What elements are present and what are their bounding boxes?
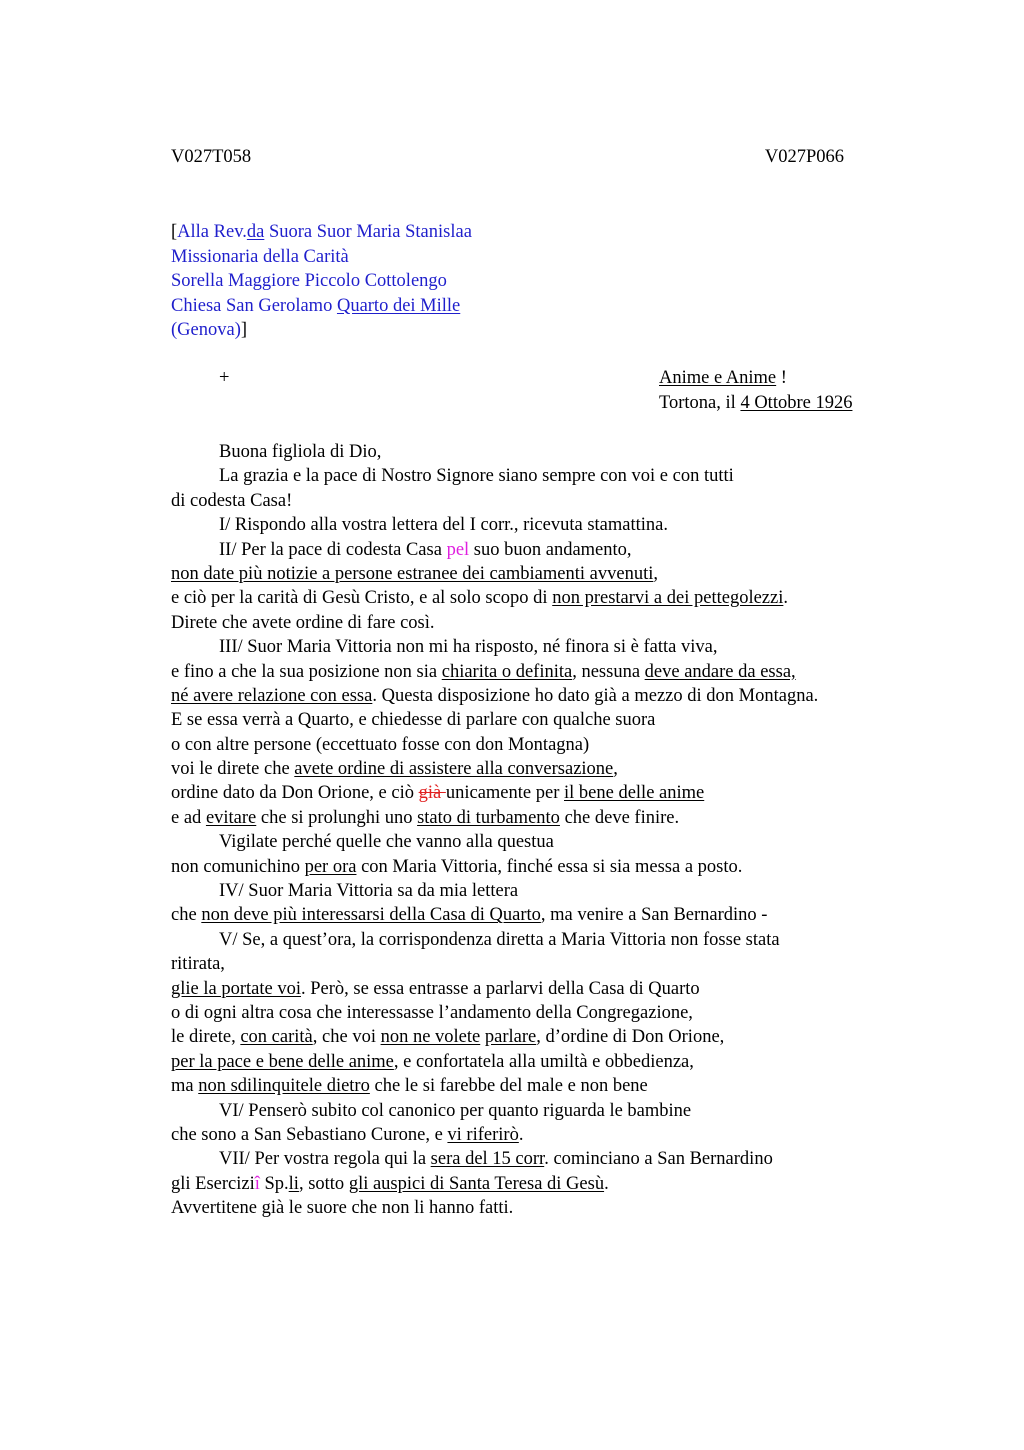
underlined-text: per ora [304, 856, 357, 877]
text-run: . Questa disposizione ho dato già a mezzo di don Montagna. [372, 685, 819, 706]
body-line: o di ogni altra cosa che interessasse l’andamento della Congregazione, [171, 1002, 693, 1023]
body-line [171, 781, 911, 805]
body-line [171, 977, 911, 1001]
text-run: , nessuna [572, 661, 645, 682]
letter-date: 4 Ottobre 1926 [740, 392, 853, 413]
text-run: ma [171, 1076, 199, 1097]
text-run: e ciò per la carità di Gesù Cristo, e al solo scopo di [171, 588, 553, 609]
address-line-1a: Alla Rev. [177, 222, 247, 242]
body-line [171, 660, 911, 684]
body-line [171, 1025, 911, 1049]
body-line: La grazia e la pace di Nostro Signore siano sempre con voi e con tutti [219, 466, 734, 487]
text-run: che le si farebbe del male e non bene [369, 1076, 648, 1097]
body-line: III/ Suor Maria Vittoria non mi ha risposto, né finora si è fatta viva, [219, 637, 718, 658]
body-line [171, 757, 911, 781]
text-run: , d’ordine di Don Orione, [536, 1027, 725, 1048]
text-run: le direte, [171, 1027, 241, 1048]
address-line-3: Sorella Maggiore Piccolo Cottolengo [171, 271, 447, 291]
underlined-text: evitare [205, 807, 257, 828]
body-line [171, 586, 911, 610]
text-run: che deve finire. [559, 807, 680, 828]
inserted-word: pel [446, 539, 470, 560]
bracket-open: [ [171, 222, 178, 242]
body-line: di codesta Casa! [171, 490, 293, 511]
underlined-text: con carità [240, 1027, 313, 1048]
text-run: non comunichino [171, 856, 305, 877]
body-line [171, 562, 911, 586]
text-run: unicamente per [445, 783, 564, 804]
text-run: che sono a San Sebastiano Curone, e [171, 1124, 448, 1145]
text-run: e fino a che la sua posizione non sia [171, 661, 442, 682]
address-block [171, 220, 472, 343]
text-run: gli Esercizi [171, 1173, 255, 1194]
text-run: . [604, 1173, 609, 1194]
text-run: VII/ Per vostra regola qui la [219, 1149, 431, 1170]
text-run: che [171, 905, 202, 926]
text-run: , e confortatela alla umiltà e obbedienza, [393, 1051, 694, 1072]
text-run: , sotto [298, 1173, 349, 1194]
body-line: ritirata, [171, 954, 225, 975]
text-run: che si prolunghi uno [256, 807, 418, 828]
body-line [171, 806, 911, 830]
underlined-text: deve andare da essa, [644, 661, 796, 682]
underlined-text: chiarita o definita [441, 661, 573, 682]
underlined-text: non deve più interessarsi della Casa di Quarto [201, 905, 541, 926]
inserted-mark: î [254, 1173, 260, 1194]
text-run: , [613, 759, 618, 780]
bracket-close: ] [240, 320, 248, 340]
underlined-text: non sdilinquitele dietro [198, 1076, 370, 1097]
text-run: voi le direte che [171, 759, 295, 780]
underlined-text: non date più notizie a persone estranee dei cambiamenti avvenuti [171, 563, 654, 584]
code-right: V027P066 [764, 147, 844, 167]
underlined-text: avete ordine di assistere alla conversazione [294, 759, 614, 780]
text-run: , che voi [312, 1027, 381, 1048]
text-run: suo buon andamento, [469, 539, 632, 560]
letter-body [171, 440, 911, 1221]
underlined-text: stato di turbamento [417, 807, 560, 828]
body-line [171, 1074, 911, 1098]
text-run: con Maria Vittoria, finché essa si sia messa a posto. [356, 856, 743, 877]
underlined-text: vi riferirò [447, 1124, 519, 1145]
document-codes [171, 147, 844, 168]
underlined-text: né avere relazione con essa [171, 685, 373, 706]
text-run: , [653, 563, 658, 584]
address-line-1c: Suora Suor Maria Stanislaa [264, 222, 472, 242]
underlined-text: parlare [484, 1027, 537, 1048]
address-line-2: Missionaria della Carità [171, 246, 349, 267]
text-run: e ad [171, 807, 206, 828]
body-line: IV/ Suor Maria Vittoria sa da mia lettera [219, 881, 519, 902]
text-run: . [518, 1124, 524, 1145]
body-line: Direte che avete ordine di fare così. [171, 612, 435, 633]
address-line-1b: da [246, 222, 265, 242]
text-run: ordine dato da Don Orione, e ciò [171, 783, 419, 804]
body-line [171, 1147, 911, 1171]
address-line-4b: Quarto dei Mille [336, 295, 461, 316]
body-line: Vigilate perché quelle che vanno alla questua [219, 832, 554, 853]
address-line-5: (Genova) [171, 320, 241, 340]
underlined-text: non ne volete [380, 1027, 481, 1048]
body-line: I/ Rispondo alla vostra lettera del I corr., ricevuta stamattina. [219, 515, 668, 536]
body-line: E se essa verrà a Quarto, e chiedesse di parlare con qualche suora [171, 710, 656, 731]
motto: Anime e Anime [659, 368, 777, 388]
text-run: II/ Per la pace di codesta Casa [219, 539, 447, 560]
body-line [171, 1123, 911, 1147]
body-line: Avvertitene già le suore che non li hanno fatti. [171, 1198, 514, 1219]
underlined-text: sera del 15 corr [430, 1149, 545, 1170]
underlined-text: glie la portate voi [171, 978, 301, 999]
underlined-text: il bene delle anime [564, 783, 705, 804]
underlined-text: li [288, 1173, 299, 1194]
dateline [659, 366, 852, 415]
address-line-4a: Chiesa San Gerolamo [171, 295, 337, 316]
text-run: Sp. [259, 1173, 289, 1194]
text-run: . [783, 588, 788, 609]
body-line [171, 1172, 911, 1196]
body-line [171, 1050, 911, 1074]
body-line: Buona figliola di Dio, [219, 442, 382, 462]
body-line [171, 903, 911, 927]
underlined-text: per la pace e bene delle anime [171, 1051, 394, 1072]
struck-word: già [418, 783, 446, 804]
body-line [171, 855, 911, 879]
text-run: . cominciano a San Bernardino [544, 1149, 773, 1170]
text-run: . Però, se essa entrasse a parlarvi della Casa di Quarto [300, 978, 700, 999]
body-line: V/ Se, a quest’ora, la corrispondenza diretta a Maria Vittoria non fosse stata [219, 929, 780, 950]
underlined-text: non prestarvi a dei pettegolezzi [552, 588, 784, 609]
place: Tortona, il [659, 392, 741, 413]
motto-end: ! [776, 368, 787, 388]
body-line: o con altre persone (eccettuato fosse con don Montagna) [171, 734, 590, 755]
body-line [171, 538, 911, 562]
body-line [171, 684, 911, 708]
text-run: , ma venire a San Bernardino - [540, 905, 768, 926]
underlined-text: gli auspici di Santa Teresa di Gesù [348, 1173, 605, 1194]
code-left: V027T058 [171, 147, 252, 167]
body-line: VI/ Penserò subito col canonico per quanto riguarda le bambine [219, 1100, 692, 1121]
cross-mark: + [219, 368, 230, 388]
